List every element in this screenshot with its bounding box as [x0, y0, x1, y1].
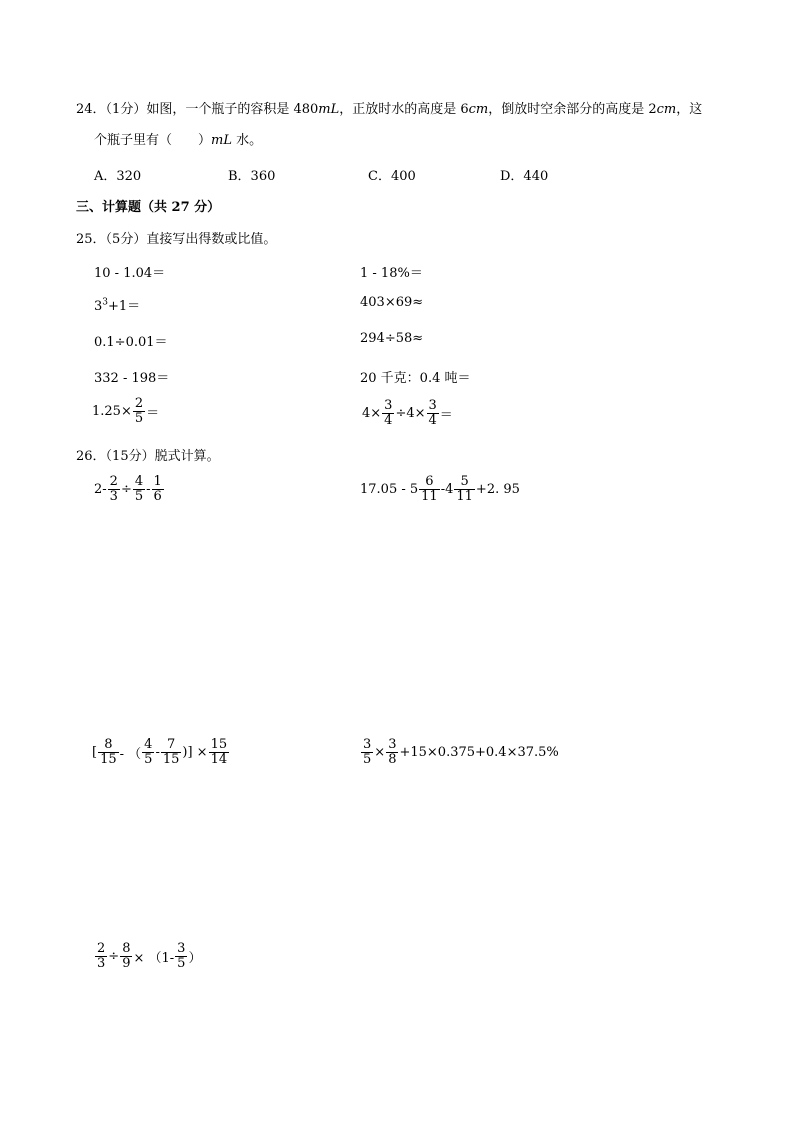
q24-mid1: ，正放时水的高度是 6 [339, 102, 469, 117]
fraction-numerator: 3 [388, 737, 397, 752]
fraction-denominator: 15 [100, 752, 117, 767]
q25-right-5-a: 4× [362, 406, 382, 421]
fraction-denominator: 5 [134, 411, 144, 426]
q25-left-3: 0.1÷0.01＝ [94, 335, 168, 350]
fraction-denominator: 5 [144, 752, 153, 767]
fraction-denominator: 11 [421, 489, 438, 504]
q25-right-4: 20 千克：0.4 吨＝ [360, 371, 471, 386]
q26-expr-2 [360, 475, 520, 504]
fraction-denominator: 5 [363, 752, 372, 767]
q24-unit-cm2: cm [656, 102, 677, 117]
fraction-numerator: 1 [153, 474, 162, 489]
fraction-numerator: 2 [97, 941, 106, 956]
fraction-numerator: 5 [454, 475, 475, 490]
q26-e3-c: - [155, 745, 160, 760]
question-26-title: 26．（15分）脱式计算。 [76, 449, 220, 464]
fraction-denominator: 4 [384, 413, 393, 428]
q25-right-2: 403×69≈ [360, 295, 424, 310]
fraction [175, 942, 187, 971]
q24-line2-unit: mL [211, 133, 232, 148]
fraction-denominator: 8 [388, 752, 397, 767]
fraction-numerator: 3 [428, 398, 437, 413]
fraction [95, 942, 107, 971]
q25-left-4: 332 - 198＝ [94, 371, 170, 386]
q24-option-b: B．360 [228, 169, 276, 184]
q24-option-d: D．440 [500, 169, 549, 184]
q26-e1-c: - [146, 482, 151, 497]
q24-unit-ml: mL [318, 102, 340, 117]
fraction-denominator: 5 [177, 956, 186, 971]
fraction [419, 475, 440, 504]
q25-left-5-lead: 1.25× [92, 404, 132, 419]
q26-e5-c: ） [188, 951, 202, 966]
question-24-line2 [94, 131, 262, 151]
fraction-numerator: 8 [122, 941, 131, 956]
q26-e2-c: +2. 95 [475, 482, 520, 497]
fraction-denominator: 9 [122, 956, 131, 971]
q24-line2-end: 水。 [231, 133, 263, 148]
fraction [133, 475, 145, 504]
q26-e2-b: -4 [440, 482, 454, 497]
fraction-numerator: 15 [210, 737, 228, 752]
q25-left-1: 10 - 1.04＝ [94, 266, 166, 281]
fraction [133, 397, 145, 426]
fraction-denominator: 14 [210, 752, 228, 767]
q26-e4-a: × [374, 745, 386, 760]
fraction [98, 738, 119, 767]
fraction-numerator: 4 [144, 737, 153, 752]
fraction-numerator: 6 [419, 475, 440, 490]
q24-line2-start: 个瓶子里有（ ） [94, 133, 212, 148]
q24-option-a: A．320 [94, 169, 142, 184]
q24-unit-cm: cm [468, 102, 489, 117]
q24-option-c: C．400 [368, 169, 416, 184]
fraction [161, 738, 182, 767]
fraction-numerator: 7 [161, 738, 182, 753]
fraction [386, 738, 398, 767]
q25-right-1: 1 - 18%＝ [360, 266, 423, 281]
fraction-denominator: 11 [456, 489, 473, 504]
q25-left-2-tail: +1＝ [108, 299, 141, 314]
q25-left-2 [94, 295, 140, 314]
fraction-numerator: 8 [98, 738, 119, 753]
q25-right-5 [362, 399, 453, 428]
fraction-numerator: 3 [177, 941, 186, 956]
fraction-numerator: 3 [363, 737, 372, 752]
fraction-numerator: 3 [384, 398, 393, 413]
q25-left-2-base: 3 [94, 299, 103, 314]
q26-e1-b: ÷ [120, 482, 132, 497]
q25-right-5-b: ÷4× [395, 406, 426, 421]
q25-right-5-tail: ＝ [439, 408, 453, 423]
q26-e5-b: × （1- [133, 951, 175, 966]
fraction [152, 475, 164, 504]
q26-e3-d: )] × [182, 745, 208, 760]
fraction-denominator: 3 [97, 956, 106, 971]
q24-end1: ，这 [676, 102, 703, 117]
q26-expr-1 [94, 475, 165, 504]
q26-e3-b: - （ [119, 747, 142, 762]
q26-e1-a: 2- [94, 482, 107, 497]
fraction-numerator: 2 [134, 396, 144, 411]
q26-expr-5 [94, 942, 201, 971]
q26-e4-b: +15×0.375+0.4×37.5% [399, 745, 559, 760]
fraction [427, 399, 439, 428]
question-25-title: 25．（5分）直接写出得数或比值。 [76, 232, 277, 247]
q24-mid2: ，倒放时空余部分的高度是 2 [488, 102, 657, 117]
fraction [361, 738, 373, 767]
fraction-denominator: 3 [109, 489, 118, 504]
q24-prefix: 24．（1分）如图，一个瓶子的容积是 480 [76, 102, 319, 117]
q26-e5-a: ÷ [108, 949, 120, 964]
fraction-denominator: 4 [428, 413, 437, 428]
q25-left-5-tail: ＝ [146, 406, 160, 421]
fraction [142, 738, 154, 767]
question-24-line1 [76, 100, 702, 120]
fraction-denominator: 6 [153, 489, 162, 504]
q26-e3-a: [ [92, 745, 98, 760]
fraction [108, 475, 120, 504]
q26-e2-a: 17.05 - 5 [360, 482, 419, 497]
fraction-denominator: 5 [134, 489, 144, 504]
fraction [120, 942, 132, 971]
fraction-numerator: 2 [109, 474, 118, 489]
fraction [454, 475, 475, 504]
fraction-denominator: 15 [162, 752, 180, 767]
q26-expr-3 [92, 738, 230, 767]
section-3-title: 三、计算题（共 27 分） [76, 200, 221, 215]
q26-expr-4 [360, 738, 559, 767]
q25-right-3: 294÷58≈ [360, 331, 424, 346]
q25-left-5 [92, 397, 159, 426]
fraction [382, 399, 394, 428]
fraction-numerator: 4 [134, 474, 144, 489]
q25-left-2-exponent: 3 [102, 297, 109, 308]
fraction [209, 738, 230, 767]
